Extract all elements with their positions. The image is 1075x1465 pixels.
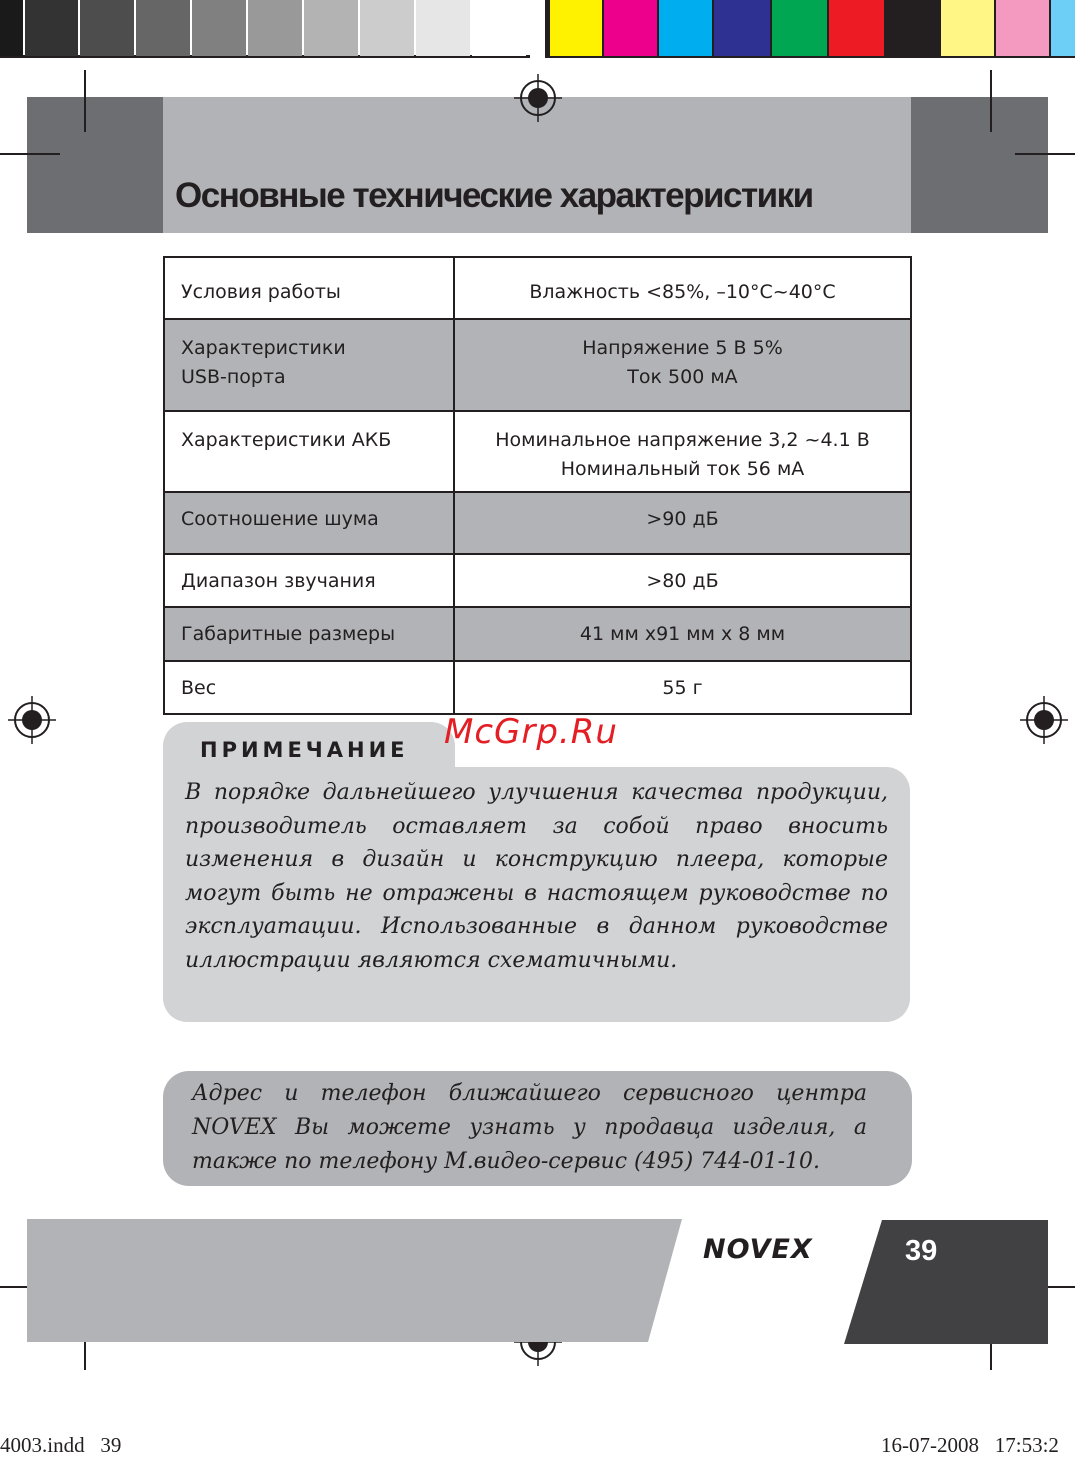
table-row xyxy=(164,319,911,411)
color-swatch xyxy=(772,0,827,56)
color-swatch xyxy=(604,0,657,56)
spec-value: 55 г xyxy=(454,661,911,714)
footer-light-shape xyxy=(27,1219,682,1342)
color-swatch xyxy=(886,0,939,56)
spec-label: Соотношение шума xyxy=(164,492,454,554)
header-dark-right xyxy=(911,97,1048,233)
slug-filename: 4003.indd 39 xyxy=(0,1433,122,1457)
spec-label: Габаритные размеры xyxy=(164,607,454,661)
spec-value: Напряжение 5 В 5% Ток 500 мА xyxy=(454,319,911,411)
slug-timestamp: 16-07-2008 17:53:2 xyxy=(881,1433,1059,1457)
registration-mark-icon xyxy=(514,74,562,122)
gray-swatch xyxy=(416,0,470,56)
registration-mark-icon xyxy=(8,696,56,744)
page-title: Основные технические характеристики xyxy=(175,176,813,215)
gray-swatch xyxy=(136,0,190,56)
gray-swatch xyxy=(0,0,23,56)
table-row xyxy=(164,661,911,714)
gray-swatch xyxy=(80,0,134,56)
gray-swatch xyxy=(472,0,526,56)
spec-label: Диапазон звучания xyxy=(164,554,454,607)
spec-value: 41 мм х91 мм х 8 мм xyxy=(454,607,911,661)
color-swatch xyxy=(996,0,1049,56)
gray-swatch xyxy=(248,0,302,56)
spec-value: >80 дБ xyxy=(454,554,911,607)
spec-value: >90 дБ xyxy=(454,492,911,554)
gray-swatch xyxy=(304,0,358,56)
color-swatch xyxy=(941,0,994,56)
header-dark-left xyxy=(27,97,163,233)
note-heading: ПРИМЕЧАНИЕ xyxy=(200,738,409,762)
specs-table xyxy=(163,256,912,715)
spec-label: Характеристики АКБ xyxy=(164,411,454,492)
gray-swatch xyxy=(25,0,78,56)
color-swatch xyxy=(714,0,770,56)
registration-mark-icon xyxy=(1020,696,1068,744)
footer-dark-shape xyxy=(844,1220,1048,1344)
table-row xyxy=(164,554,911,607)
table-row xyxy=(164,492,911,554)
crop-mark xyxy=(990,70,992,132)
spec-value: Влажность <85%, –10°С~40°С xyxy=(454,257,911,319)
color-swatch xyxy=(659,0,712,56)
color-swatch xyxy=(550,0,602,56)
table-row xyxy=(164,607,911,661)
spec-label: Условия работы xyxy=(164,257,454,319)
spec-label: Характеристики USB-порта xyxy=(164,319,454,411)
watermark: McGrp.Ru xyxy=(444,712,618,752)
table-row xyxy=(164,411,911,492)
spec-value: Номинальное напряжение 3,2 ~4.1 В Номинальный ток 56 мА xyxy=(454,411,911,492)
page-number: 39 xyxy=(905,1235,938,1267)
crop-mark xyxy=(84,70,86,132)
crop-mark xyxy=(1015,153,1075,155)
note-text: В порядке дальнейшего улучшения качества продукции, производитель оставляет за собой право вносить изменения в дизайн и конструкцию плеера, которые могут быть не отражены в настоящем руководстве по эксплуатации. Использованные в данном руководстве иллюстрации являются схематичными. xyxy=(185,780,888,973)
color-swatch xyxy=(829,0,884,56)
brand-logo: NOVEX xyxy=(703,1234,813,1265)
gray-swatch xyxy=(360,0,414,56)
service-text: Адрес и телефон ближайшего сервисного центра NOVEX Вы можете узнать у продавца изделия, а также по телефону М.видео-сервис (495) 744-01-10. xyxy=(192,1081,867,1174)
table-row xyxy=(164,257,911,319)
color-swatch xyxy=(1051,0,1075,56)
gray-swatch xyxy=(192,0,246,56)
spec-label: Вес xyxy=(164,661,454,714)
crop-mark xyxy=(0,153,60,155)
